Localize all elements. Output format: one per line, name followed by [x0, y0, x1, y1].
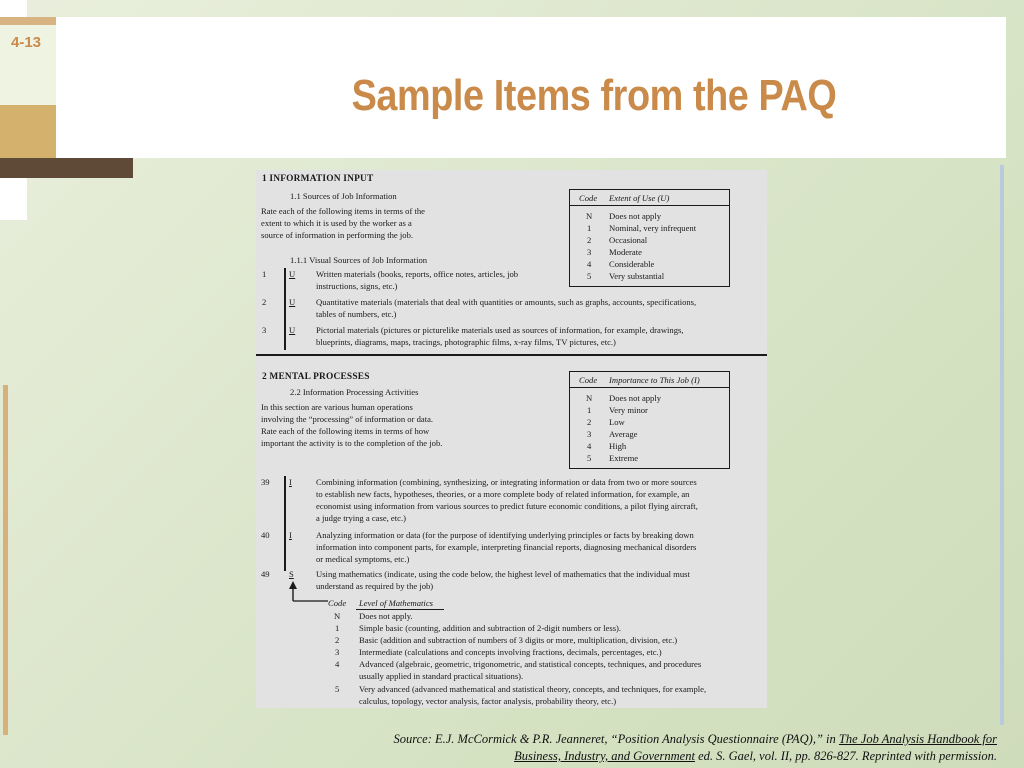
item-code: I — [289, 477, 292, 487]
item-number: 39 — [261, 477, 270, 487]
decor-brown-bar — [0, 158, 133, 178]
book-title-line2: Business, Industry, and Government — [514, 749, 695, 763]
section2-intro-line: In this section are various human operations — [261, 402, 413, 412]
scale-code: 4 — [587, 441, 592, 451]
decor-tan-block — [0, 105, 58, 158]
math-code: 1 — [335, 623, 340, 633]
arrow-to-math-scale-icon — [284, 581, 334, 606]
section2-intro-line: involving the “processing” of information or data. — [261, 414, 434, 424]
scale-header-rule — [570, 205, 729, 206]
scale-code: 2 — [587, 235, 592, 245]
scale-title: Extent of Use (U) — [609, 193, 670, 203]
scale-label: Moderate — [609, 247, 642, 257]
source-citation — [230, 731, 997, 765]
section2-heading: 2 MENTAL PROCESSES — [262, 372, 370, 382]
scale-code: 1 — [587, 223, 592, 233]
math-code-header: Code — [328, 598, 347, 608]
item-bracket-line — [284, 268, 286, 350]
item-number: 49 — [261, 569, 270, 579]
book-title-line1: The Job Analysis Handbook for — [838, 732, 997, 746]
section1-subheading: 1.1 Sources of Job Information — [290, 191, 397, 201]
scale-label: Very substantial — [609, 271, 665, 281]
scale-code: 3 — [587, 429, 592, 439]
scale-label: Does not apply — [609, 211, 662, 221]
scale-label: Average — [609, 429, 638, 439]
math-level-line: usually applied in standard practical situations). — [359, 671, 524, 681]
scale-code: 3 — [587, 247, 592, 257]
scale-label: High — [609, 441, 627, 451]
item-text-line: understand as required by the job) — [316, 581, 434, 591]
item-text-line: information into component parts, for example, interpreting financial reports, diagnosing mechanical disorders — [316, 542, 697, 552]
math-level-line: Intermediate (calculations and concepts involving fractions, decimals, percentages, etc.) — [359, 647, 662, 657]
scale-label: Low — [609, 417, 625, 427]
item-number: 2 — [262, 297, 267, 307]
math-code: 2 — [335, 635, 340, 645]
section1-intro-line: extent to which it is used by the worker as a — [261, 218, 412, 228]
section1-heading: 1 INFORMATION INPUT — [262, 174, 374, 184]
item-code: U — [289, 325, 296, 335]
decor-left-line — [3, 385, 8, 735]
item-text-line: instructions, signs, etc.) — [316, 281, 398, 291]
paq-form-image — [256, 170, 767, 708]
scale-code: 2 — [587, 417, 592, 427]
math-level-line: Advanced (algebraic, geometric, trigonometric, and statistical concepts, techniques, and procedures — [359, 659, 702, 669]
math-code: 5 — [335, 684, 340, 694]
importance-scale-box — [569, 371, 730, 469]
math-code: 3 — [335, 647, 340, 657]
item-text-line: economist using information from various sources to predict future economic conditions, a pilot flying aircraft, — [316, 501, 698, 511]
title-panel — [56, 17, 1006, 158]
math-level-line: Very advanced (advanced mathematical and statistical theory, concepts, and techniques, for example, — [359, 684, 707, 694]
scale-code: N — [586, 211, 593, 221]
scale-code: 5 — [587, 453, 592, 463]
math-scale-title: Level of Mathematics — [359, 598, 433, 608]
item-text-line: to establish new facts, hypotheses, theories, or a more complete body of related information, for example, an — [316, 489, 690, 499]
citation-prefix: Source: E.J. McCormick & P.R. Jeanneret, “Position Analysis Questionnaire (PAQ),” in — [393, 732, 839, 746]
math-level-line: calculus, topology, vector analysis, factor analysis, probability theory, etc.) — [359, 696, 617, 706]
extent-of-use-scale-box — [569, 189, 730, 287]
math-code: 4 — [335, 659, 340, 669]
math-level-line: Basic (addition and subtraction of numbers of 3 digits or more, multiplication, division, etc.) — [359, 635, 678, 645]
slide-title: Sample Items from the PAQ — [351, 71, 837, 120]
scale-label: Considerable — [609, 259, 655, 269]
scale-label: Very minor — [609, 405, 648, 415]
section2-subheading: 2.2 Information Processing Activities — [290, 387, 419, 397]
scale-header-rule — [570, 387, 729, 388]
section2-intro-line: Rate each of the following items in terms of how — [261, 426, 430, 436]
item-text-line: tables of numbers, etc.) — [316, 309, 397, 319]
item-text-line: Written materials (books, reports, office notes, articles, job — [316, 269, 519, 279]
scale-code-header: Code — [579, 375, 598, 385]
item-text-line: a judge trying a case, etc.) — [316, 513, 406, 523]
item-text-line: Pictorial materials (pictures or picturelike materials used as sources of information, for example, drawings, — [316, 325, 684, 335]
section2-intro-line: important the activity is to the completion of the job. — [261, 438, 443, 448]
item-bracket-line — [284, 476, 286, 571]
item-code: U — [289, 297, 296, 307]
section-divider — [256, 354, 767, 356]
scale-code-header: Code — [579, 193, 598, 203]
scale-label: Nominal, very infrequent — [609, 223, 697, 233]
item-number: 40 — [261, 530, 270, 540]
decor-right-line — [1000, 165, 1004, 725]
scale-code: 1 — [587, 405, 592, 415]
scale-code: N — [586, 393, 593, 403]
math-level-line: Does not apply. — [359, 611, 413, 621]
citation-suffix: ed. S. Gael, vol. II, pp. 826-827. Reprinted with permission. — [694, 749, 997, 763]
item-text-line: or medical symptoms, etc.) — [316, 554, 410, 564]
section1-intro-line: source of information in performing the job. — [261, 230, 414, 240]
item-text-line: blueprints, diagrams, maps, tracings, photographic films, x-ray films, TV pictures, etc.) — [316, 337, 616, 347]
math-level-line: Simple basic (counting, addition and subtraction of 2-digit numbers or less). — [359, 623, 622, 633]
section1-subsubheading: 1.1.1 Visual Sources of Job Information — [290, 255, 428, 265]
item-text-line: Analyzing information or data (for the purpose of identifying underlying principles or facts by breaking down — [316, 530, 694, 540]
item-text-line: Quantitative materials (materials that deal with quantities or amounts, such as graphs, accounts, specifications, — [316, 297, 697, 307]
scale-code: 5 — [587, 271, 592, 281]
item-text-line: Using mathematics (indicate, using the code below, the highest level of mathematics that the individual must — [316, 569, 690, 579]
item-number: 3 — [262, 325, 267, 335]
math-code: N — [334, 611, 341, 621]
scale-code: 4 — [587, 259, 592, 269]
item-code: U — [289, 269, 296, 279]
item-number: 1 — [262, 269, 267, 279]
scale-label: Extreme — [609, 453, 639, 463]
scale-label: Does not apply — [609, 393, 662, 403]
slide-number: 4-13 — [11, 34, 42, 51]
item-code: S — [289, 569, 294, 579]
scale-label: Occasional — [609, 235, 648, 245]
item-text-line: Combining information (combining, synthesizing, or integrating information or data from two or more sources — [316, 477, 697, 487]
section1-intro-line: Rate each of the following items in terms of the — [261, 206, 425, 216]
item-code: I — [289, 530, 292, 540]
scale-title: Importance to This Job (I) — [609, 375, 700, 385]
